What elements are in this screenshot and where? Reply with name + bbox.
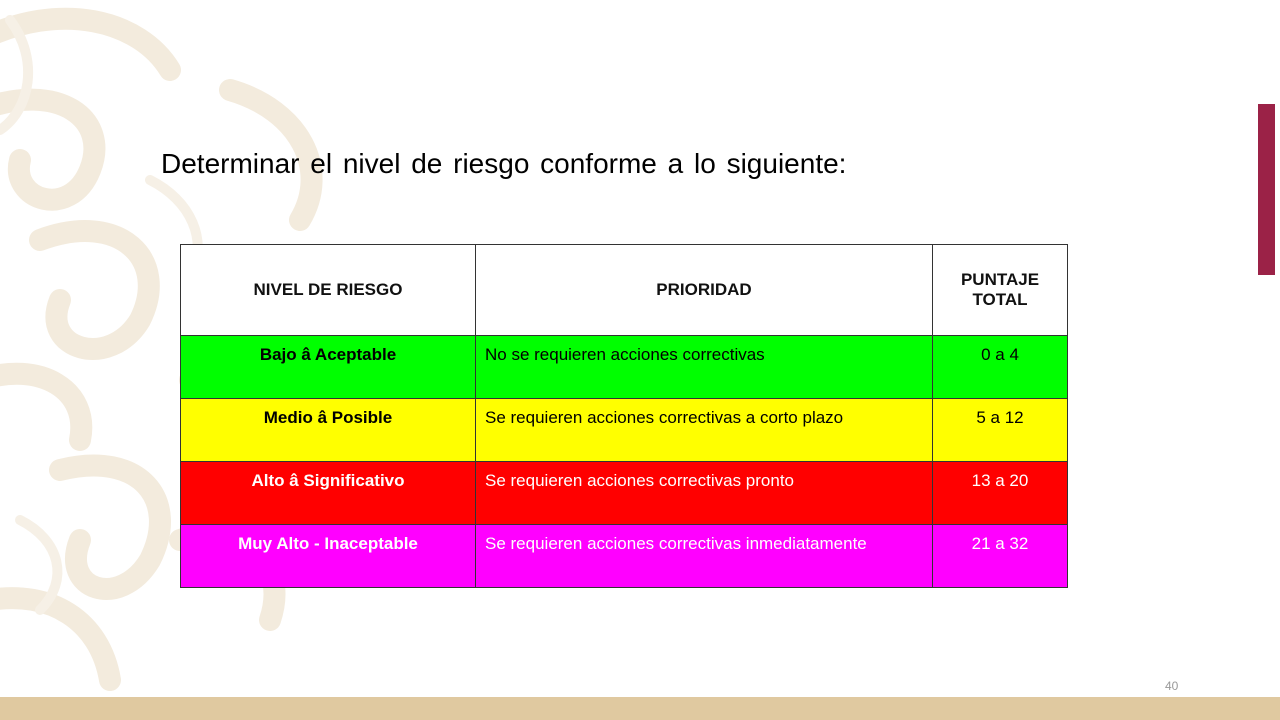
table-row [181,462,1068,525]
risk-level-cell: Muy Alto - Inaceptable [181,525,476,588]
page-number: 40 [1165,679,1179,693]
accent-bar [1258,104,1275,275]
table-row [181,525,1068,588]
table-header-row [181,245,1068,336]
header-priority: PRIORIDAD [476,245,933,336]
table-row [181,399,1068,462]
score-cell: 13 a 20 [933,462,1068,525]
priority-cell: Se requieren acciones correctivas pronto [476,462,933,525]
footer-band [0,697,1280,720]
table-row [181,336,1068,399]
risk-level-table [180,244,1068,588]
priority-cell: Se requieren acciones correctivas a corto plazo [476,399,933,462]
score-cell: 21 a 32 [933,525,1068,588]
header-total-score: PUNTAJE TOTAL [933,245,1068,336]
risk-level-cell: Medio â Posible [181,399,476,462]
risk-level-cell: Bajo â Aceptable [181,336,476,399]
header-risk-level: NIVEL DE RIESGO [181,245,476,336]
score-cell: 5 a 12 [933,399,1068,462]
priority-cell: No se requieren acciones correctivas [476,336,933,399]
priority-cell: Se requieren acciones correctivas inmediatamente [476,525,933,588]
risk-level-cell: Alto â Significativo [181,462,476,525]
score-cell: 0 a 4 [933,336,1068,399]
slide-title: Determinar el nivel de riesgo conforme a lo siguiente: [161,148,847,179]
